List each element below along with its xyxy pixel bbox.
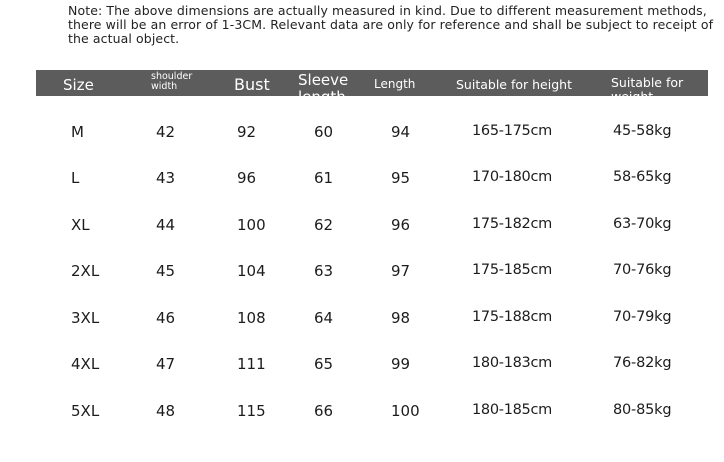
cell-bust: 92 xyxy=(237,123,257,141)
cell-height: 175-182cm xyxy=(472,216,552,232)
cell-height: 175-188cm xyxy=(472,309,552,325)
header-shoulder-width: shoulder width xyxy=(151,71,193,92)
cell-sleeve: 62 xyxy=(314,216,334,234)
cell-shoulder: 44 xyxy=(156,216,176,234)
cell-bust: 115 xyxy=(237,402,266,420)
cell-shoulder: 45 xyxy=(156,262,176,280)
cell-height: 180-183cm xyxy=(472,355,552,371)
cell-weight: 58-65kg xyxy=(613,169,672,185)
cell-height: 180-185cm xyxy=(472,402,552,418)
cell-sleeve: 61 xyxy=(314,169,334,187)
cell-shoulder: 46 xyxy=(156,309,176,327)
cell-sleeve: 66 xyxy=(314,402,334,420)
cell-bust: 100 xyxy=(237,216,266,234)
cell-length: 98 xyxy=(391,309,411,327)
size-table-header xyxy=(36,70,708,106)
cell-height: 170-180cm xyxy=(472,169,552,185)
cell-bust: 104 xyxy=(237,262,266,280)
cell-bust: 111 xyxy=(237,355,266,373)
cell-sleeve: 63 xyxy=(314,262,334,280)
measurement-note: Note: The above dimensions are actually measured in kind. Due to different measurement methods, there will be an error of 1-3CM. Relevant data are only for reference and shall be subject to receipt of the actual object. xyxy=(68,3,714,47)
header-suitable-weight: Suitable for weight xyxy=(611,75,684,104)
table-row xyxy=(0,402,724,426)
cell-size: 4XL xyxy=(71,355,100,373)
cell-size: 2XL xyxy=(71,262,100,280)
header-size: Size xyxy=(63,76,94,94)
cell-weight: 70-76kg xyxy=(613,262,672,278)
header-bust: Bust xyxy=(234,75,270,94)
cell-length: 95 xyxy=(391,169,411,187)
cell-length: 96 xyxy=(391,216,411,234)
cell-size: 3XL xyxy=(71,309,100,327)
cell-height: 175-185cm xyxy=(472,262,552,278)
cell-bust: 108 xyxy=(237,309,266,327)
cell-length: 94 xyxy=(391,123,411,141)
cell-length: 99 xyxy=(391,355,411,373)
cell-sleeve: 64 xyxy=(314,309,334,327)
cell-weight: 45-58kg xyxy=(613,123,672,139)
cell-shoulder: 43 xyxy=(156,169,176,187)
cell-size: XL xyxy=(71,216,90,234)
cell-shoulder: 48 xyxy=(156,402,176,420)
cell-shoulder: 47 xyxy=(156,355,176,373)
table-row xyxy=(0,355,724,379)
table-row xyxy=(0,169,724,193)
cell-weight: 70-79kg xyxy=(613,309,672,325)
cell-weight: 76-82kg xyxy=(613,355,672,371)
cell-bust: 96 xyxy=(237,169,257,187)
table-row xyxy=(0,309,724,333)
cell-size: 5XL xyxy=(71,402,100,420)
header-suitable-height: Suitable for height xyxy=(456,77,572,92)
cell-sleeve: 60 xyxy=(314,123,334,141)
table-row xyxy=(0,123,724,147)
cell-length: 100 xyxy=(391,402,420,420)
header-sleeve-length: Sleeve length xyxy=(298,71,349,106)
header-length: Length xyxy=(374,77,416,91)
cell-weight: 63-70kg xyxy=(613,216,672,232)
cell-shoulder: 42 xyxy=(156,123,176,141)
cell-weight: 80-85kg xyxy=(613,402,672,418)
table-row xyxy=(0,262,724,286)
cell-size: M xyxy=(71,123,84,141)
cell-sleeve: 65 xyxy=(314,355,334,373)
cell-length: 97 xyxy=(391,262,411,280)
cell-height: 165-175cm xyxy=(472,123,552,139)
cell-size: L xyxy=(71,169,80,187)
table-row xyxy=(0,216,724,240)
